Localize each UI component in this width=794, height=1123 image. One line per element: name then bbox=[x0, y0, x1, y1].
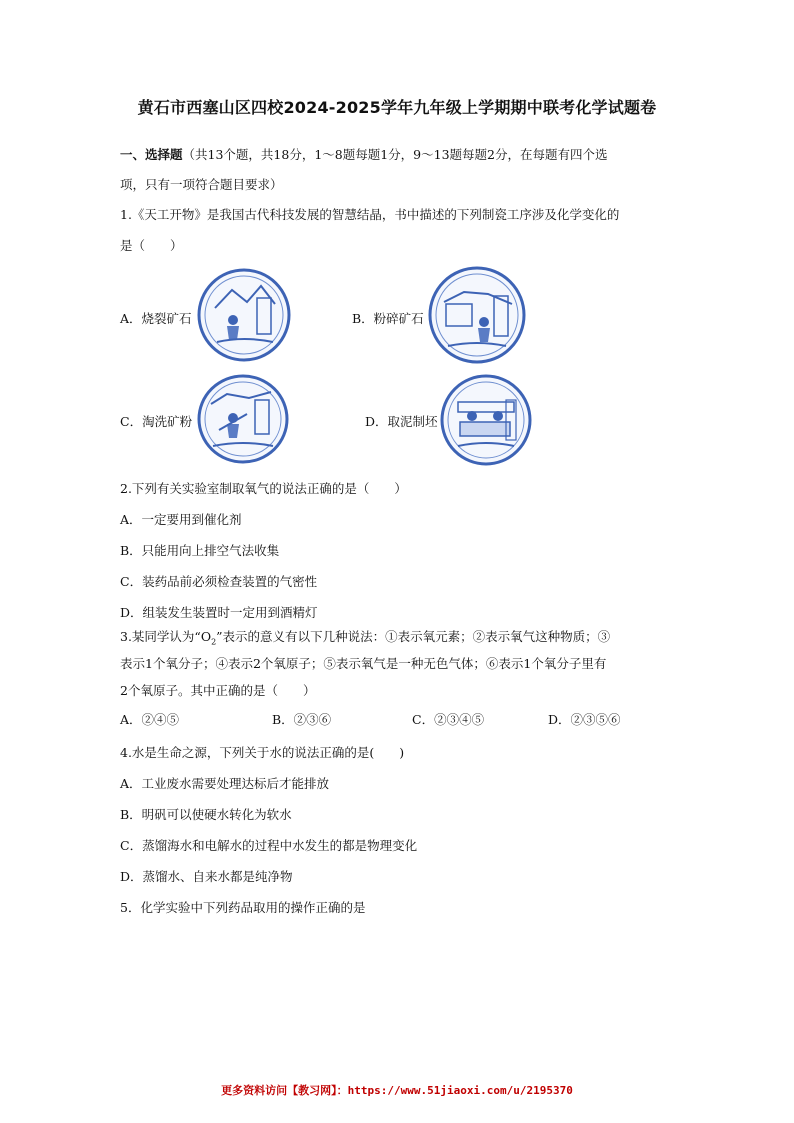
q3-stem-1a: 3.某同学认为“O bbox=[120, 629, 212, 644]
q2-stem: 2.下列有关实验室制取氧气的说法正确的是（ ） bbox=[120, 481, 407, 496]
q3-subscript: 2 bbox=[211, 637, 217, 647]
q1-stem-1: 1.《天工开物》是我国古代科技发展的智慧结晶，书中描述的下列制瓷工序涉及化学变化的 bbox=[120, 207, 620, 222]
q3-stem-2: 表示1个氧分子；④表示2个氧原子；⑤表示氧气是一种无色气体；⑥表示1个氧分子里有 bbox=[120, 656, 607, 671]
q4-option-d: D．蒸馏水、自来水都是纯净物 bbox=[120, 869, 293, 884]
q3-stem-1 bbox=[120, 628, 610, 652]
q2-option-d: D．组装发生装置时一定用到酒精灯 bbox=[120, 605, 318, 620]
section-heading: 一、选择题 bbox=[120, 147, 183, 162]
porcelain-plate-c-image bbox=[197, 374, 289, 464]
q3-option-c: C．②③④⑤ bbox=[412, 712, 485, 727]
q3-stem-3: 2个氧原子。其中正确的是（ ） bbox=[120, 683, 316, 698]
q4-option-b: B．明矾可以使硬水转化为软水 bbox=[120, 807, 292, 822]
q1-option-c: C．淘洗矿粉 bbox=[120, 414, 193, 429]
section-desc-2: 项，只有一项符合题目要求） bbox=[120, 177, 283, 192]
footer-link[interactable]: 更多资料访问【教习网】：https://www.51jiaoxi.com/u/2195370 bbox=[221, 1084, 573, 1097]
q4-option-a: A．工业废水需要处理达标后才能排放 bbox=[120, 776, 330, 791]
q2-option-a: A．一定要用到催化剂 bbox=[120, 512, 242, 527]
section-1-intro bbox=[120, 146, 608, 164]
q4-option-c: C．蒸馏海水和电解水的过程中水发生的都是物理变化 bbox=[120, 838, 418, 853]
q2-option-b: B．只能用向上排空气法收集 bbox=[120, 543, 280, 558]
q1-option-b: B．粉碎矿石 bbox=[352, 311, 424, 326]
q1-option-a: A．烧裂矿石 bbox=[120, 311, 192, 326]
q5-stem: 5．化学实验中下列药品取用的操作正确的是 bbox=[120, 900, 366, 915]
q4-stem: 4.水是生命之源，下列关于水的说法正确的是( ) bbox=[120, 745, 405, 760]
q3-stem-1b: ”表示的意义有以下几种说法：①表示氧元素；②表示氧气这种物质；③ bbox=[216, 629, 611, 644]
porcelain-plate-a-image bbox=[197, 268, 291, 362]
q2-option-c: C．装药品前必须检查装置的气密性 bbox=[120, 574, 318, 589]
q1-stem-2: 是（ ） bbox=[120, 238, 183, 253]
porcelain-plate-b-image bbox=[428, 266, 526, 364]
q3-option-d: D．②③⑤⑥ bbox=[548, 712, 621, 727]
section-desc-1: （共13个题，共18分，1～8题每题1分，9～13题每题2分，在每题有四个选 bbox=[182, 147, 608, 162]
q3-option-b: B．②③⑥ bbox=[272, 712, 332, 727]
page-title: 黄石市西塞山区四校2024-2025学年九年级上学期期中联考化学试题卷 bbox=[137, 98, 657, 117]
porcelain-plate-d-image bbox=[440, 374, 532, 466]
q1-option-d: D．取泥制坯 bbox=[365, 414, 438, 429]
q3-option-a: A．②④⑤ bbox=[120, 712, 180, 727]
